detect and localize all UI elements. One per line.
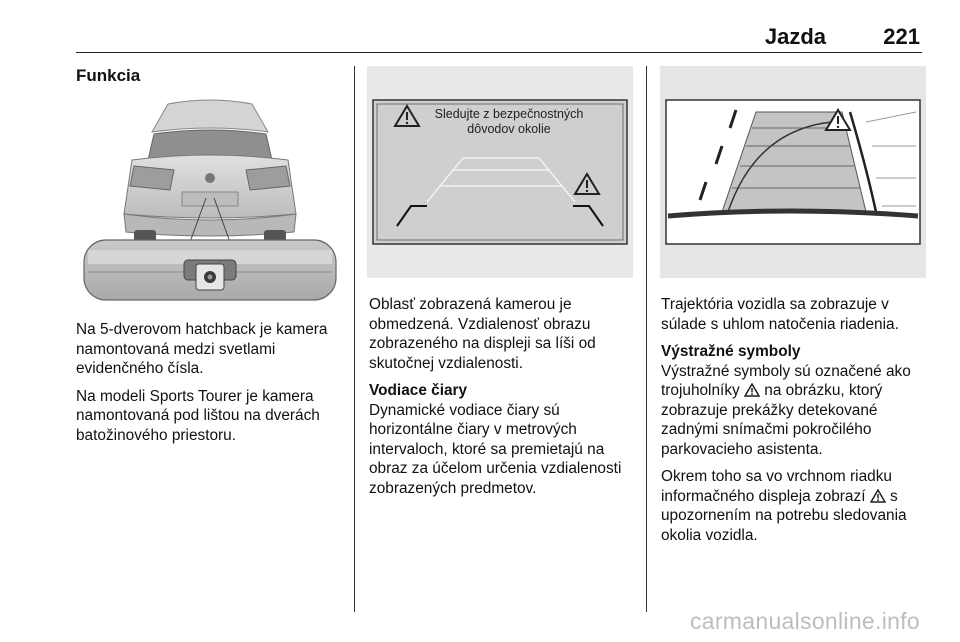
- column-divider-1: [354, 66, 355, 612]
- column-3-text: [661, 295, 931, 553]
- warning-triangle-icon: [870, 489, 886, 503]
- figure-car-rear-camera: [82, 94, 338, 304]
- page-number: 221: [883, 24, 920, 49]
- subheading-vystrazne-symboly: Výstražné symboly: [661, 343, 801, 360]
- section-heading-funkcia: Funkcia: [76, 66, 141, 85]
- column-divider-2: [646, 66, 647, 612]
- paragraph: Trajektória vozidla sa zobrazuje v súlade s uhlom natočenia riadenia.: [661, 296, 899, 333]
- figure-trajectory-display: [660, 66, 926, 278]
- paragraph: Okrem toho sa vo vrchnom riadku informačného displeja zobrazí s upozornením na potrebu sledovania okolia vozidla.: [661, 468, 907, 544]
- paragraph: Na 5-dverovom hatchback je kamera namontovaná medzi svetlami evidenčného čísla.: [76, 321, 328, 377]
- warning-triangle-icon: [744, 383, 760, 397]
- display-warning-line1: Sledujte z bezpečnostných: [434, 107, 584, 121]
- section-title: Jazda: [764, 24, 826, 49]
- car-rear-illustration: [82, 94, 338, 304]
- watermark: carmanualsonline.info: [689, 608, 920, 634]
- paragraph: Oblasť zobrazená kamerou je obmedzená. Vzdialenosť obrazu zobrazeného na displeji sa líši od skutočnej vzdialenosti.: [369, 296, 596, 372]
- paragraph: Výstražné symboly sú označené ako trojuholníky na obrázku, ktorý zobrazuje prekážky detekované zadnými snímačmi pokročilého parkovacieho asistenta.: [661, 362, 911, 458]
- column-1-text: [76, 320, 348, 453]
- column-2-text: [369, 295, 639, 506]
- paragraph: Dynamické vodiace čiary sú horizontálne čiary v metrových intervaloch, ktoré sa premietajú na obraz za účelom určenia vzdialenosti zobrazených predmetov.: [369, 401, 622, 497]
- display-warning-line2: dôvodov okolie: [467, 122, 551, 136]
- paragraph: Na modeli Sports Tourer je kamera namontovaná pod lištou na dverách batožinového priestoru.: [76, 387, 320, 444]
- figure-camera-display-guidelines: [367, 66, 633, 278]
- page-header: [76, 0, 922, 53]
- subheading-vodiace-ciary: Vodiace čiary: [369, 382, 468, 399]
